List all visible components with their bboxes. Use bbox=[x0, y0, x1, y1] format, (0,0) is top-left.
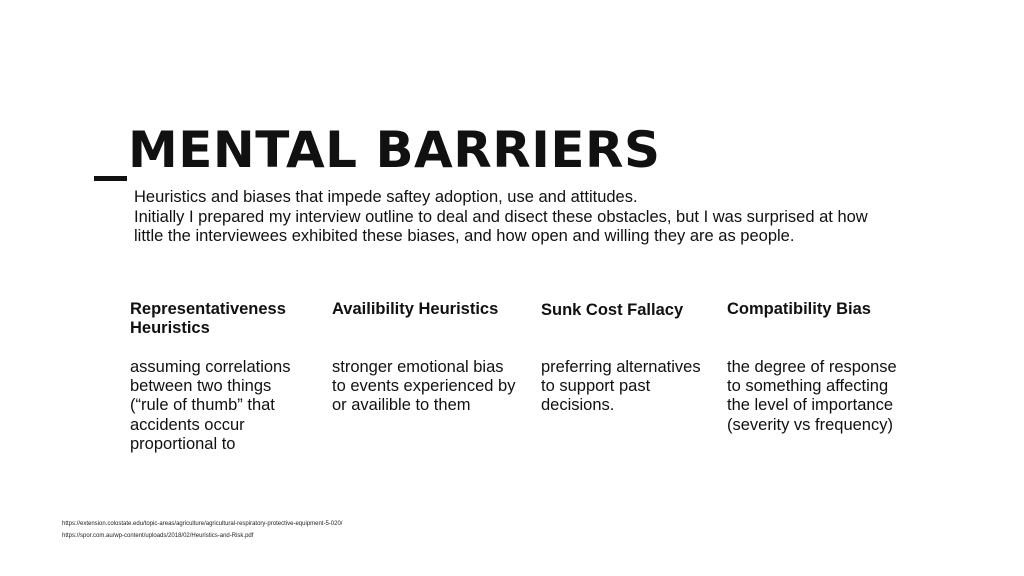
intro-text bbox=[134, 188, 894, 247]
column-availability bbox=[332, 300, 527, 415]
title-underscore-decoration bbox=[94, 176, 127, 181]
column-description: the degree of response to something affecting the level of importance (severity vs frequency) bbox=[727, 358, 897, 434]
intro-line-1: Heuristics and biases that impede saftey adoption, use and attitudes. bbox=[134, 188, 638, 206]
column-description: stronger emotional bias to events experienced by or availible to them bbox=[332, 358, 516, 415]
reference-link[interactable]: https://extension.colostate.edu/topic-areas/agriculture/agricultural-respiratory-protective-equipment-5-020/ bbox=[62, 521, 343, 527]
column-description: assuming correlations between two things (“rule of thumb” that accidents occur proportional to bbox=[130, 358, 291, 453]
reference-link[interactable]: https://spor.com.au/wp-content/uploads/2018/02/Heuristics-and-Risk.pdf bbox=[62, 533, 254, 539]
column-heading: Representativeness Heuristics bbox=[130, 300, 286, 337]
column-description: preferring alternatives to support past decisions. bbox=[541, 358, 701, 415]
column-heading: Availibility Heuristics bbox=[332, 300, 499, 318]
column-heading: Compatibility Bias bbox=[727, 300, 871, 318]
references bbox=[62, 518, 342, 542]
intro-line-2: Initially I prepared my interview outline to deal and disect these obstacles, but I was surprised at how little the interviewees exhibited these biases, and how open and willing they are as people. bbox=[134, 207, 868, 245]
column-representativeness bbox=[130, 300, 320, 453]
column-sunk-cost bbox=[541, 301, 721, 415]
column-compatibility bbox=[727, 300, 917, 434]
column-heading: Sunk Cost Fallacy bbox=[541, 301, 684, 319]
page-title: MENTAL BARRIERS bbox=[128, 121, 661, 179]
